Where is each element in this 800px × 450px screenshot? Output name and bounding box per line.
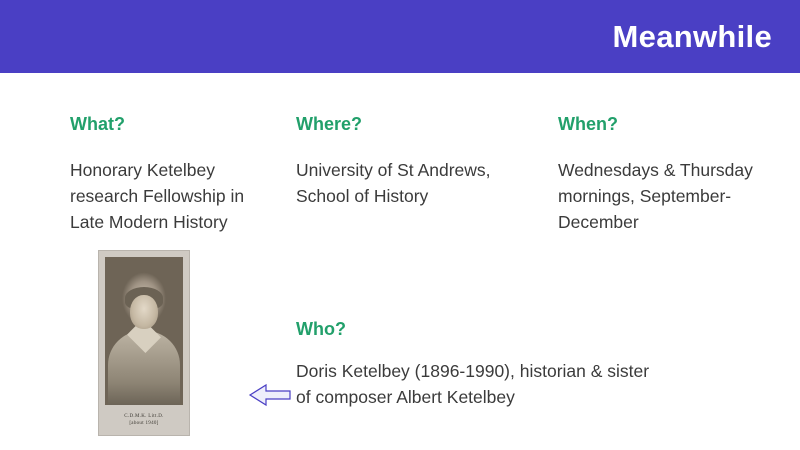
column-body-what: Honorary Ketelbey research Fellowship in Late Modern History <box>70 160 245 232</box>
column-body-when: Wednesdays & Thursday mornings, September-December <box>558 160 753 232</box>
column-what <box>70 113 280 253</box>
photograph-caption-line-1: C.D.M.K. Litt.D. <box>124 414 164 419</box>
portrait-photograph <box>98 250 190 436</box>
column-heading-what: What? <box>70 114 125 134</box>
page-title: Meanwhile <box>612 19 772 54</box>
column-heading-when: When? <box>558 114 618 134</box>
column-heading-who: Who? <box>296 319 346 339</box>
column-heading-where: Where? <box>296 114 363 134</box>
column-when <box>558 113 783 253</box>
column-where <box>296 113 496 227</box>
column-body-where: University of St Andrews, School of History <box>296 160 491 206</box>
who-block <box>296 318 656 428</box>
photograph-caption <box>105 413 183 427</box>
photograph-figure-face <box>130 295 158 329</box>
arrow-icon <box>228 382 292 408</box>
photograph-caption-line-2: [about 1940] <box>129 421 159 426</box>
photograph-image <box>105 257 183 405</box>
column-body-who: Doris Ketelbey (1896-1990), historian & sister of composer Albert Ketelbey <box>296 361 650 407</box>
header-bar <box>0 0 800 73</box>
